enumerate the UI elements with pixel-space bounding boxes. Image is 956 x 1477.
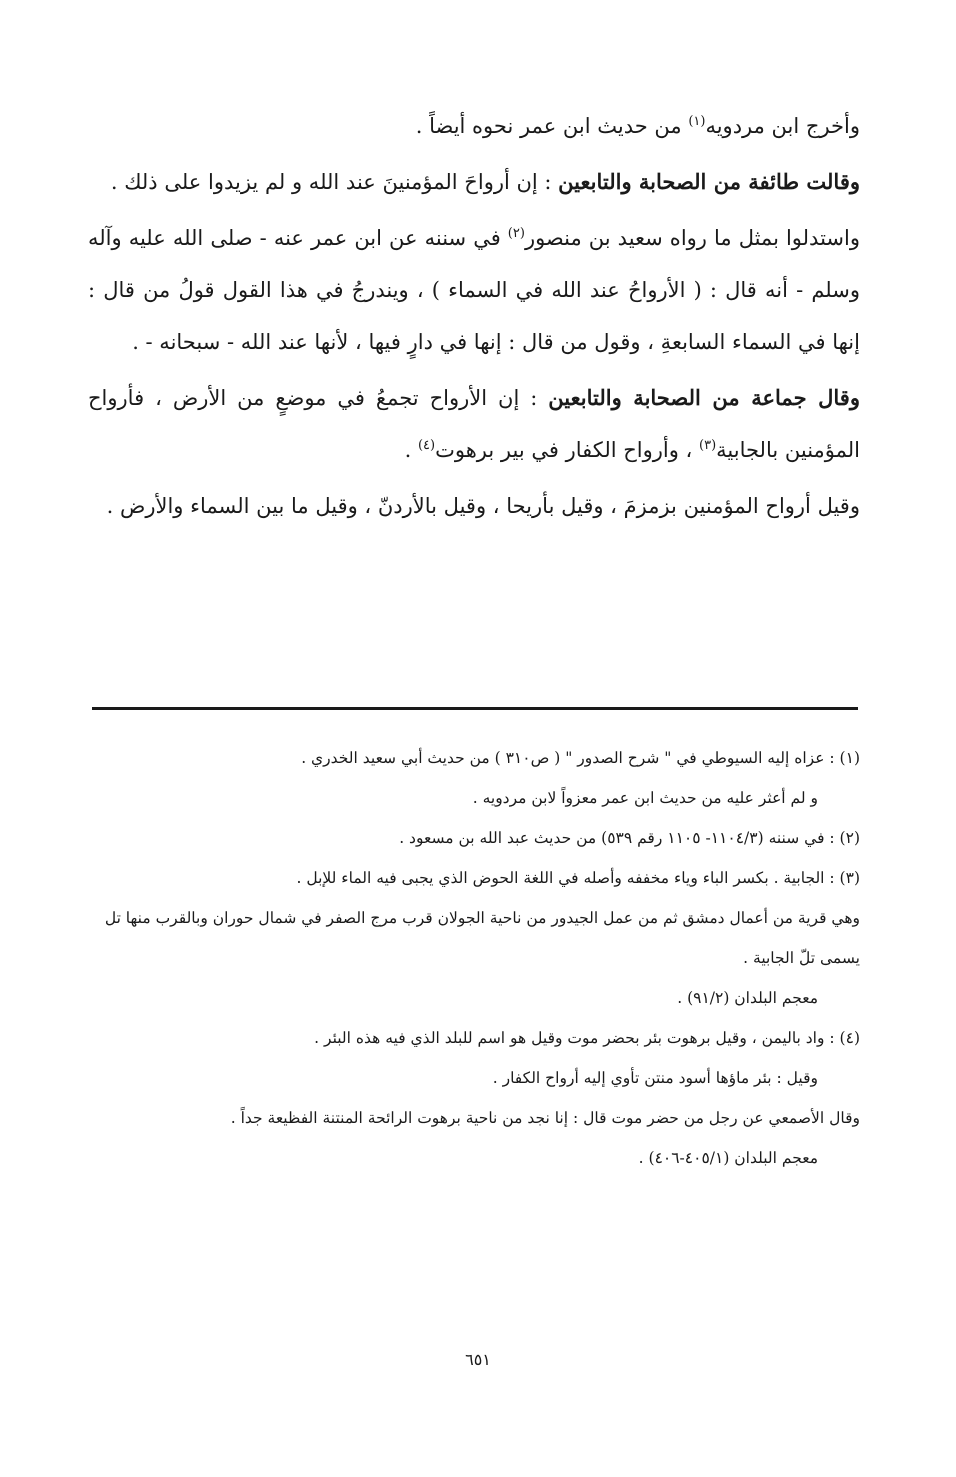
text-run: ، وأرواح الكفار في بير برهوت <box>435 438 700 462</box>
footnote-divider <box>92 707 858 710</box>
footnote-1-cont: و لم أعثر عليه من حديث ابن عمر معزواً لابن مردويه . <box>472 789 818 807</box>
paragraph-2 <box>88 156 860 208</box>
text-run: . <box>404 438 418 462</box>
footnote-ref-3[interactable]: (٣) <box>699 438 717 453</box>
text-run: : إن أرواحَ المؤمنينَ عند الله و لم يزيدوا على ذلك . <box>110 170 559 194</box>
text-run: في سننه عن ابن عمر عنه - صلى الله عليه وآله وسلم - أنه قال : ( الأرواحُ عند الله في السماء ) ، ويندرجُ في هذا القول قولُ من قال : إنها في السماء السابعةِ ، وقول من قال : إنها في دارٍ فيها ، لأنها عند الله - سبحانه - . <box>88 226 860 354</box>
text-run: من حديث ابن عمر نحوه أيضاً . <box>415 114 689 138</box>
paragraph-1 <box>88 100 860 152</box>
footnote-3-cont: وهي قرية من أعمال دمشق ثم من عمل الجيدور من ناحية الجولان قرب مرج الصفر في شمال حوران وبالقرب منها تل يسمى تلّ الجابية . <box>104 909 860 967</box>
text-run: وأخرج ابن مردويه <box>705 114 860 138</box>
footnote-4-cont: وقيل : بئر ماؤها أسود منتن تأوي إليه أرواح الكفار . <box>492 1069 818 1087</box>
bold-heading: وقال جماعة من الصحابة والتابعين <box>548 385 860 410</box>
text-run: : إن الأرواح تجمعُ في موضعٍ من الأرض ، فأرواح المؤمنين بالجابية <box>88 386 860 462</box>
paragraph-3 <box>88 212 860 368</box>
footnote-4-quote: وقال الأصمعي عن رجل من حضر موت قال : إنا نجد من ناحية برهوت الرائحة المنتنة الفظيعة جداً . <box>230 1109 860 1127</box>
footnotes <box>88 738 860 1178</box>
page-number: ٦٥١ <box>465 1350 491 1369</box>
footnote-4: (٤) : واد باليمن ، وقيل برهوت بئر بحضر موت وقيل هو اسم للبلد الذي فيه هذه البئر . <box>314 1029 860 1047</box>
footnote-ref-2[interactable]: (٢) <box>507 226 525 241</box>
footnote-ref-4[interactable]: (٤) <box>417 438 436 453</box>
paragraph-4 <box>88 372 860 476</box>
footnote-ref-1[interactable]: (١) <box>688 114 706 129</box>
footnote-2: (٢) : في سننه (١١٠٤/٣- ١١٠٥ رقم ٥٣٩) من حديث عبد الله بن مسعود . <box>399 829 860 847</box>
paragraph-5: وقيل أرواح المؤمنين بزمزمَ ، وقيل بأريحا ، وقيل بالأردنّ ، وقيل ما بين السماء والأرض . <box>106 494 860 518</box>
footnote-3-source: معجم البلدان (٩١/٢) . <box>677 989 818 1007</box>
footnote-4-source: معجم البلدان (٤٠٥/١-٤٠٦) . <box>638 1149 818 1167</box>
bold-heading: وقالت طائفة من الصحابة والتابعين <box>558 169 860 194</box>
footnote-3: (٣) : الجابية . بكسر الباء وياء مخففه وأصله في اللغة الحوض الذي يجبى فيه الماء للإبل . <box>296 869 860 887</box>
main-text <box>88 100 860 536</box>
footnote-1: (١) : عزاه إليه السيوطي في " شرح الصدور " ( ص٣١٠ ) من حديث أبي سعيد الخدري . <box>301 749 860 767</box>
text-run: واستدلوا بمثل ما رواه سعيد بن منصور <box>524 226 860 250</box>
